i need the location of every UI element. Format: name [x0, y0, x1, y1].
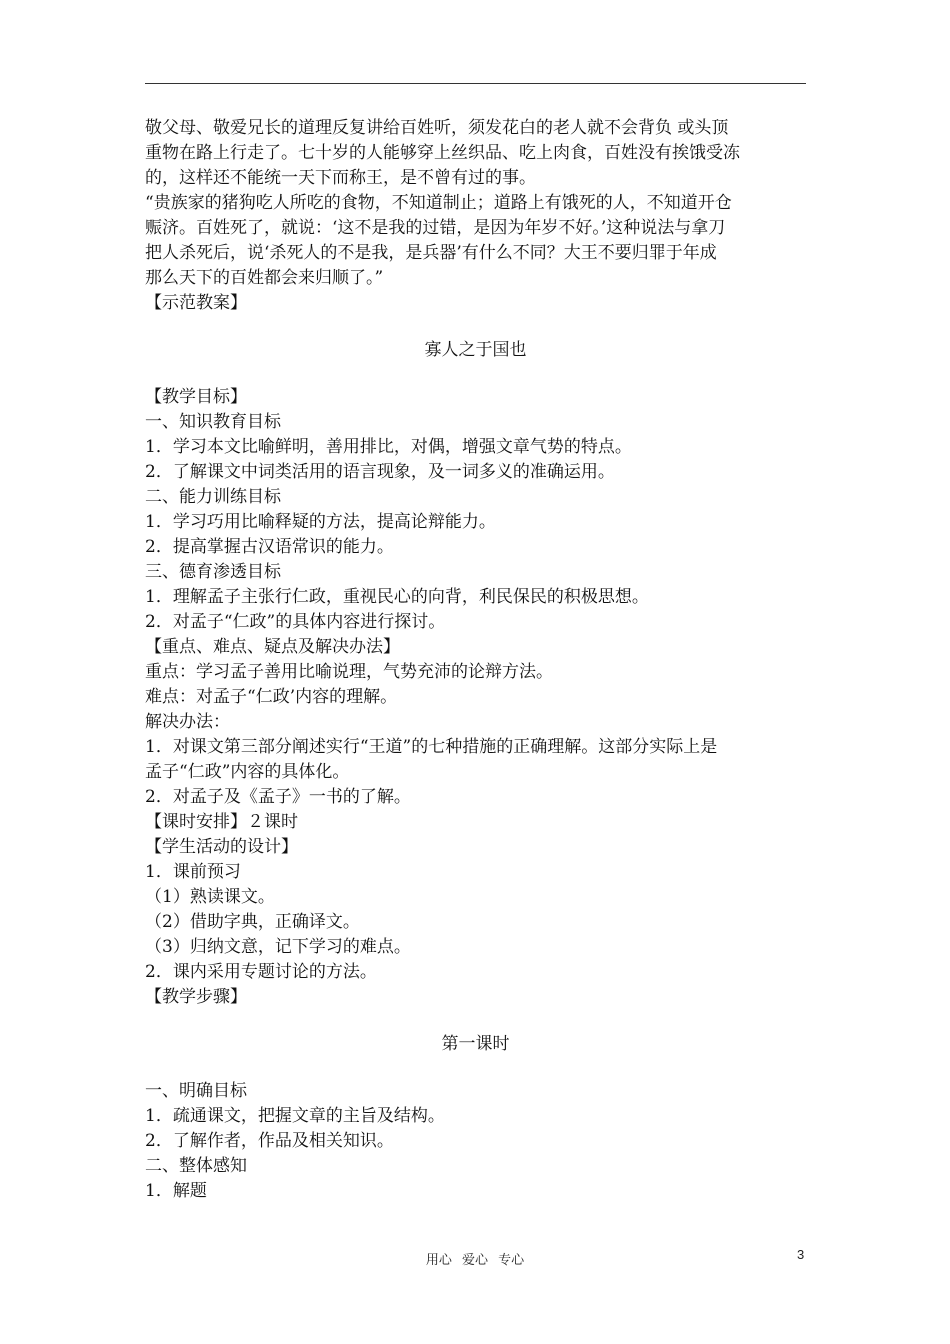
subheading: 二、整体感知 — [145, 1156, 247, 1176]
subheading: 一、明确目标 — [145, 1081, 247, 1101]
page-number: 3 — [797, 1247, 805, 1262]
section-heading-teaching-goals: 【教学目标】 — [145, 387, 247, 407]
list-item: 1．学习巧用比喻释疑的方法，提高论辩能力。 — [145, 512, 496, 532]
lesson-title: 寡人之于国也 — [424, 340, 527, 360]
section-heading-key-points: 【重点、难点、疑点及解决办法】 — [145, 637, 400, 657]
list-item: 1．疏通课文，把握文章的主旨及结构。 — [145, 1106, 445, 1126]
sub-list-item: （2）借助字典，正确译文。 — [145, 912, 360, 932]
list-item: 1．对课文第三部分阐述实行“王道”的七种措施的正确理解。这部分实际上是 — [145, 737, 718, 757]
list-item: 2．了解课文中词类活用的语言现象，及一词多义的准确运用。 — [145, 462, 615, 482]
paragraph-line: 的，这样还不能统一天下而称王，是不曾有过的事。 — [145, 168, 536, 188]
subheading: 二、能力训练目标 — [145, 487, 281, 507]
paragraph-line: 那么天下的百姓都会来归顺了。” — [145, 268, 384, 288]
paragraph-line: “贵族家的猪狗吃人所吃的食物，不知道制止；道路上有饿死的人，不知道开仓 — [145, 193, 732, 213]
paragraph-line: 重点：学习孟子善用比喻说理，气势充沛的论辩方法。 — [145, 662, 553, 682]
subheading: 一、知识教育目标 — [145, 412, 281, 432]
header-rule — [145, 83, 806, 84]
list-item: 2．对孟子“仁政”的具体内容进行探讨。 — [145, 612, 446, 632]
list-item: 2．提高掌握古汉语常识的能力。 — [145, 537, 394, 557]
list-item-continuation: 孟子“仁政”内容的具体化。 — [145, 762, 350, 782]
paragraph-line: 重物在路上行走了。七十岁的人能够穿上丝织品、吃上肉食，百姓没有挨饿受冻 — [145, 143, 740, 163]
section-heading-schedule: 【课时安排】２课时 — [145, 812, 298, 832]
footer-motto: 用心 爱心 专心 — [425, 1253, 525, 1268]
sub-list-item: （1）熟读课文。 — [145, 887, 275, 907]
list-item: 2．了解作者，作品及相关知识。 — [145, 1131, 394, 1151]
list-item: 2．对孟子及《孟子》一书的了解。 — [145, 787, 411, 807]
sub-list-item: （3）归纳文意，记下学习的难点。 — [145, 937, 411, 957]
session-title: 第一课时 — [441, 1034, 510, 1054]
paragraph-line: 解决办法： — [145, 712, 230, 732]
paragraph-line: 赈济。百姓死了，就说：‘这不是我的过错，是因为年岁不好。’这种说法与拿刀 — [145, 218, 726, 238]
subheading: 三、德育渗透目标 — [145, 562, 281, 582]
list-item: 2．课内采用专题讨论的方法。 — [145, 962, 377, 982]
list-item: 1．学习本文比喻鲜明，善用排比，对偶，增强文章气势的特点。 — [145, 437, 632, 457]
paragraph-line: 把人杀死后，说‘杀死人的不是我，是兵器’有什么不同？大王不要归罪于年成 — [145, 243, 717, 263]
list-item: 1．理解孟子主张行仁政，重视民心的向背，利民保民的积极思想。 — [145, 587, 649, 607]
list-item: 1．课前预习 — [145, 862, 241, 882]
section-heading-teaching-steps: 【教学步骤】 — [145, 987, 247, 1007]
section-heading-student-activities: 【学生活动的设计】 — [145, 837, 298, 857]
section-heading-lesson-plan: 【示范教案】 — [145, 293, 247, 313]
document-body — [145, 116, 817, 1204]
paragraph-line: 难点：对孟子“仁政’内容的理解。 — [145, 687, 398, 707]
list-item: 1．解题 — [145, 1181, 207, 1201]
paragraph-line: 敬父母、敬爱兄长的道理反复讲给百姓听，须发花白的老人就不会背负 或头顶 — [145, 118, 729, 138]
